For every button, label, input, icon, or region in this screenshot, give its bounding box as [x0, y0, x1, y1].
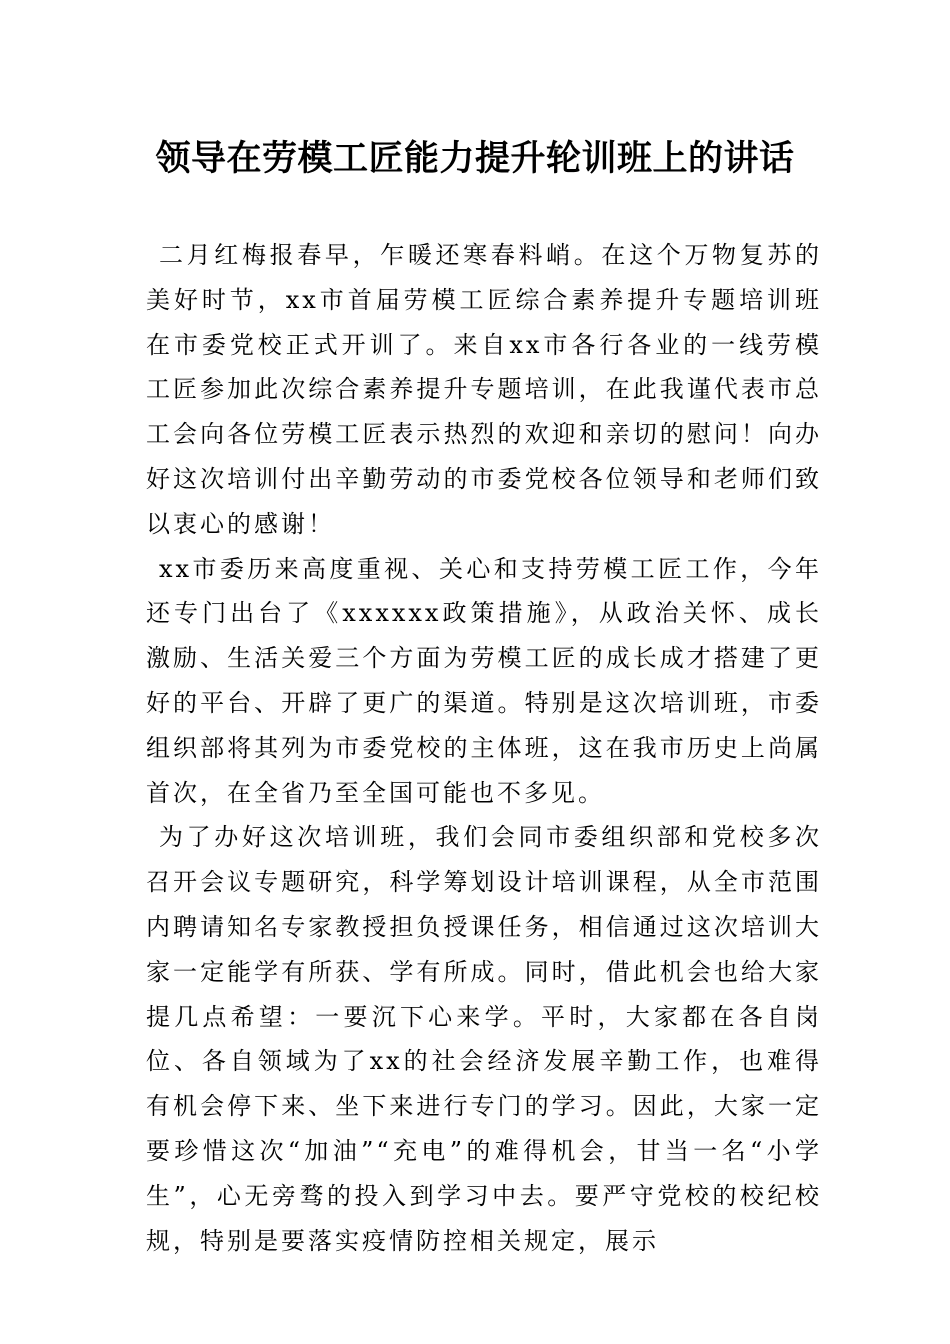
document-body: [146, 233, 822, 1263]
paragraph-3: 为了办好这次培训班，我们会同市委组织部和党校多次召开会议专题研究，科学筹划设计培训课程，从全市范围内聘请知名专家教授担负授课任务，相信通过这次培训大家一定能学有所获、学有所成。同时，借此机会也给大家提几点希望：一要沉下心来学。平时，大家都在各自岗位、各自领域为了xx的社会经济发展辛勤工作，也难得有机会停下来、坐下来进行专门的学习。因此，大家一定要珍惜这次“加油”“充电”的难得机会，甘当一名“小学生”，心无旁骛的投入到学习中去。要严守党校的校纪校规，特别是要落实疫情防控相关规定，展示: [146, 823, 822, 1255]
document-title: 领导在劳模工匠能力提升轮训班上的讲话: [155, 138, 795, 179]
paragraph-1: 二月红梅报春早，乍暖还寒春料峭。在这个万物复苏的美好时节，xx市首届劳模工匠综合素养提升专题培训班在市委党校正式开训了。来自xx市各行各业的一线劳模工匠参加此次综合素养提升专题培训，在此我谨代表市总工会向各位劳模工匠表示热烈的欢迎和亲切的慰问！向办好这次培训付出辛勤劳动的市委党校各位领导和老师们致以衷心的感谢！: [146, 241, 822, 538]
paragraph-2: xx市委历来高度重视、关心和支持劳模工匠工作，今年还专门出台了《xxxxxx政策措施》，从政治关怀、成长激励、生活关爱三个方面为劳模工匠的成长成才搭建了更好的平台、开辟了更广的渠道。特别是这次培训班，市委组织部将其列为市委党校的主体班，这在我市历史上尚属首次，在全省乃至全国可能也不多见。: [146, 554, 822, 807]
